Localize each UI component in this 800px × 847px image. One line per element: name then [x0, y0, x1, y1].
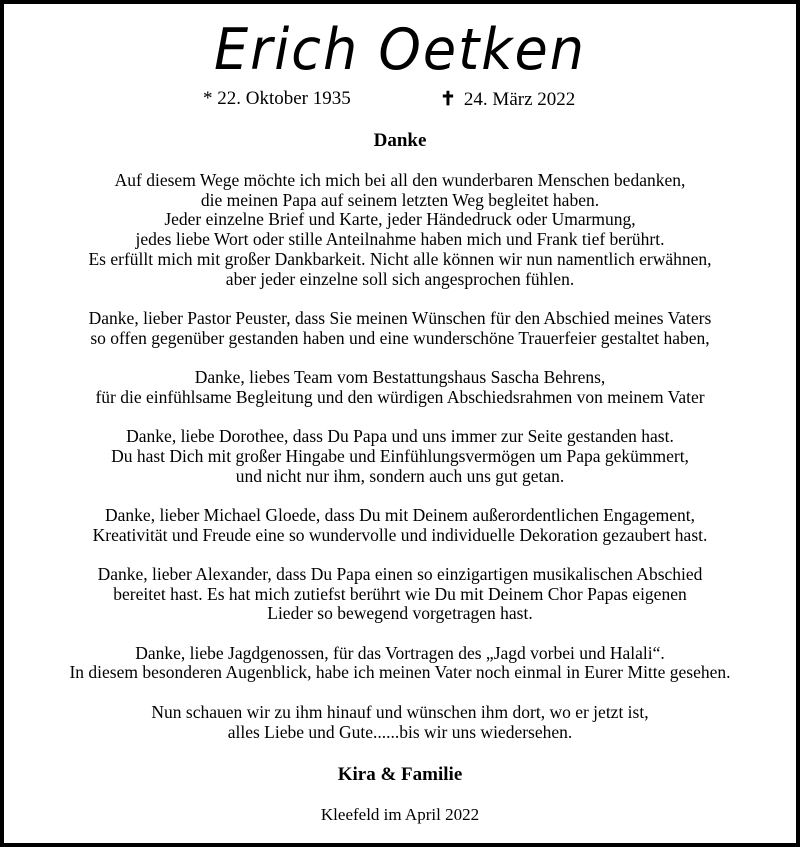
text-line: Jeder einzelne Brief und Karte, jeder Händedruck oder Umarmung, — [164, 209, 636, 230]
text-line: so offen gegenüber gestanden haben und eine wunderschöne Trauerfeier gestaltet haben, — [90, 327, 710, 348]
paragraph — [0, 368, 800, 407]
deceased-name: Erich Oetken — [213, 16, 587, 83]
text-line: Nun schauen wir zu ihm hinauf und wünschen ihm dort, wo er jetzt ist, — [151, 701, 649, 722]
text-line: Es erfüllt mich mit großer Dankbarkeit. Nicht alle können wir nun namentlich erwähnen, — [88, 248, 712, 269]
paragraph — [0, 427, 800, 486]
text-line: die meinen Papa auf seinem letzten Weg begleitet haben. — [200, 189, 600, 210]
text-line: Kreativität und Freude eine so wundervolle und individuelle Dekoration gezaubert hast. — [92, 524, 708, 545]
text-line: Danke, lieber Michael Gloede, dass Du mit Deinem außerordentlichen Engagement, — [105, 504, 695, 525]
text-line: Du hast Dich mit großer Hingabe und Einfühlungsvermögen um Papa gekümmert, — [111, 445, 689, 466]
cross-icon: ✝ — [440, 89, 456, 110]
text-line: Danke, liebes Team vom Bestattungshaus Sascha Behrens, — [194, 367, 606, 387]
text-line: für die einfühlsame Begleitung und den würdigen Abschiedsrahmen von meinem Vater — [95, 386, 705, 407]
signature: Kira & Familie — [337, 764, 463, 785]
text-line: Danke, lieber Alexander, dass Du Papa einen so einzigartigen musikalischen Abschied — [97, 563, 703, 584]
text-line: Danke, liebe Jagdgenossen, für das Vortragen des „Jagd vorbei und Halali“. — [135, 642, 665, 663]
text-line: und nicht nur ihm, sondern auch uns gut getan. — [235, 465, 565, 486]
birth-date: * 22. Oktober 1935 — [203, 88, 351, 109]
death-date-block — [440, 88, 575, 111]
paragraph — [0, 565, 800, 624]
text-line: bereitet hast. Es hat mich zutiefst berührt wie Du mit Deinem Chor Papas eigenen — [113, 583, 687, 604]
paragraph — [0, 171, 800, 289]
paragraph — [0, 703, 800, 742]
text-line: jedes liebe Wort oder stille Anteilnahme haben mich und Frank tief berührt. — [135, 229, 665, 250]
text-line: In diesem besonderen Augenblick, habe ich meinen Vater noch einmal in Eurer Mitte gesehen. — [69, 662, 731, 683]
text-line: Danke, liebe Dorothee, dass Du Papa und uns immer zur Seite gestanden hast. — [126, 426, 674, 447]
text-line: Auf diesem Wege möchte ich mich bei all den wunderbaren Menschen bedanken, — [114, 170, 686, 190]
text-line: alles Liebe und Gute......bis wir uns wiedersehen. — [227, 721, 573, 742]
text-line: Lieder so bewegend vorgetragen hast. — [267, 603, 533, 624]
place-date: Kleefeld im April 2022 — [320, 805, 480, 824]
death-date: 24. März 2022 — [463, 89, 576, 110]
paragraph — [0, 309, 800, 348]
paragraph — [0, 506, 800, 545]
paragraph — [0, 644, 800, 683]
message-body — [0, 171, 800, 762]
text-line: Danke, lieber Pastor Peuster, dass Sie meinen Wünschen für den Abschied meines Vaters — [88, 307, 712, 328]
heading: Danke — [373, 130, 427, 151]
text-line: aber jeder einzelne soll sich angesprochen fühlen. — [225, 268, 575, 289]
